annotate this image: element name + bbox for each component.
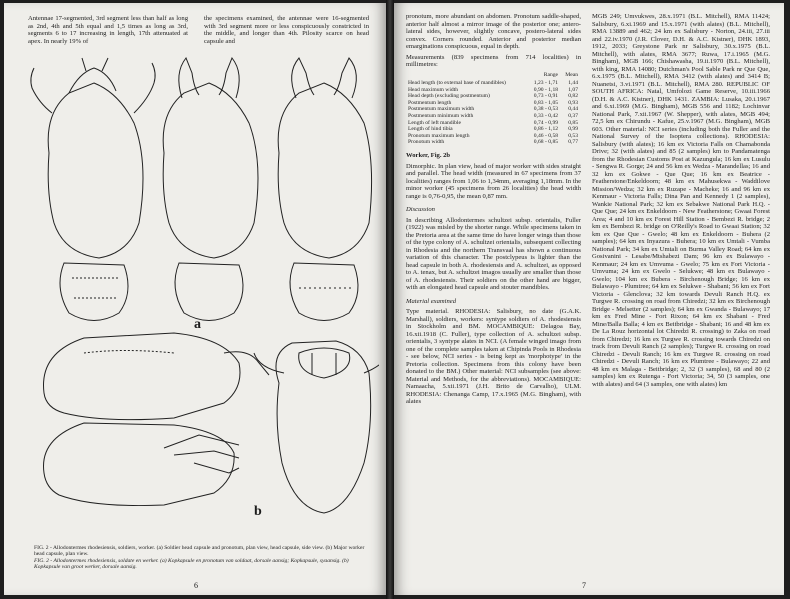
measurement-range: 0,68 - 0,85 <box>533 139 559 146</box>
worker-text: Dimorphic. In plan view, head of major worker with sides straight and parallel. The head width (measured in 67 specimens from 37 localities) ranges from 1,06 to 1,34mm, averaging 1,18mm. In the minor worker (45 specimens from 26 localities) the head width range is 0,76-0,95, the mean 0,87 mm. <box>406 162 581 200</box>
measurement-label: Head length (to external base of mandibles) <box>408 80 506 87</box>
fig-label-a: a <box>194 317 201 332</box>
soldier-head-plan-right <box>278 58 371 321</box>
worker-heading: Worker, Fig. 2b <box>406 152 451 160</box>
measurement-mean: 0,99 <box>568 126 578 133</box>
book-gutter <box>386 0 394 599</box>
measurement-mean: 0,53 <box>568 132 578 139</box>
measurement-label: Postmentum minimum width <box>408 113 474 120</box>
measurement-range: 0,46 - 0,58 <box>533 132 559 139</box>
mean-header: Mean <box>565 71 578 78</box>
left-col2-text: the specimens examined, the antennae were 16-segmented with 3rd segment more or less conspicuously constricted in the middle, and longer than 4th. Pilosity scarce on head capsule and <box>204 15 369 45</box>
measurement-range: 0,83 - 1,05 <box>533 99 559 106</box>
measurement-label: Length of hind tibia <box>408 126 453 133</box>
measurement-row <box>408 113 578 120</box>
soldier-head-plan-left <box>31 58 155 321</box>
soldier-head-side-view-lower <box>44 423 240 506</box>
measurement-row <box>408 106 578 113</box>
right-page <box>394 3 784 595</box>
major-worker-head-plan <box>254 341 379 513</box>
measurements-table <box>408 72 578 147</box>
measurements-title: Measurements (839 specimens from 714 localities) in millimetres: <box>406 53 581 68</box>
measurement-mean: 0,82 <box>568 93 578 100</box>
measurement-range: 0,74 - 0,99 <box>533 119 559 126</box>
measurement-label: Head depth (excluding postmentum) <box>408 93 490 100</box>
right-col1 <box>406 13 581 406</box>
discussion-heading: Discussion <box>406 206 435 214</box>
measurement-mean: 1,44 <box>568 80 578 87</box>
measurement-mean: 0,37 <box>568 113 578 120</box>
material-text: Type material. RHODESIA: Salisbury, no date (G.A.K. Marshall), soldiers, workers: syntype soldiers of A. rhodesiensis in Stockholm and BM. MOCAMBIQUE: Delagoa Bay, 16.xii.1918 (C. Fuller), type collection of A. schultzei subsp. orientalis, 3 syntype alates in NCI. (A female winged imago from one of the complete samples taken at Chipinda Pools in Rhodesia - see below, NCI series - is being kept as 'morphotype' in the Pretoria collection. Specimens from this colony have been donated to the BM.) Other material: NCI subsamples (see above: Material and Methods, for the abbreviations). MOCAMBIQUE: Namaacha, 5.xii.1971 (J.H. Brito de Carvalho), ULM. RHODESIA: Chenanga Camp, 17.x.1965 (M.G. Bingham), with alates <box>406 308 581 406</box>
measurement-label: Postmentum length <box>408 99 452 106</box>
measurement-range: 0,86 - 1,12 <box>533 126 559 133</box>
measurement-range: 0,90 - 1,18 <box>533 86 559 93</box>
measurement-mean: 0,85 <box>568 119 578 126</box>
range-header: Range <box>543 71 559 78</box>
measurement-label: Length of left mandible <box>408 119 461 126</box>
soldier-head-side-view <box>44 333 270 420</box>
measurement-mean: 0,77 <box>568 139 578 146</box>
measurement-range: 0,33 - 0,42 <box>533 113 559 120</box>
measurement-row <box>408 139 578 146</box>
figure-caption <box>34 545 374 571</box>
left-col1-text: Antennae 17-segmented, 3rd segment less than half as long as 2nd, 4th and 5th equal and 1,5 times as long as 3rd, segments 6 to 17 increasing in length, 17th attenuated at apex. In nearly 19% of <box>28 15 188 45</box>
pronotum-description: pronotum, more abundant on abdomen. Pronotum saddle-shaped, anterior half almost a mirror image of the posterior one; antero-lateral sides, however, slightly concave, postero-lateral sides convex. Corners rounded. Anterior and posterior median emarginations conspicuous, equal in depth. <box>406 13 581 50</box>
termite-illustrations <box>24 53 379 523</box>
measurement-row <box>408 126 578 133</box>
right-page-number: 7 <box>582 581 586 590</box>
measurement-range: 0,38 - 0,53 <box>533 106 559 113</box>
measurement-range: 0,73 - 0,91 <box>533 93 559 100</box>
caption-english: FIG. 2 - Allodontermes rhodesiensis, soldiers, worker. (a) Soldier head capsule and pronotum, plan view, head capsule, side view. (b) Major worker head capsule, plan view. <box>34 545 365 558</box>
material-heading: Material examined <box>406 297 456 305</box>
measurement-row <box>408 80 578 87</box>
measurement-mean: 1,07 <box>568 86 578 93</box>
soldier-head-plan-middle <box>163 58 258 321</box>
measurement-mean: 0,44 <box>568 106 578 113</box>
measurement-row <box>408 93 578 100</box>
right-col2-text: MGB 249; Umvukwes, 28.x.1971 (B.L. Mitchell), RMA 11424; Salisbury, 6.xi.1969 and 15.x.1971 (with alates) (B.L. Mitchell), RMA 13889 and 462; 24 km ex Salisbury - Norton, 24.iii, 27.iii and 22.iv.1970 (J.R. Clover, D.H. & A.C. Kistner), DHK 1893, 1912, 2033; Greystone Park nr Salisbury, 30.x.1975 (B.L. Mitchell), with alates, RMA 3677; Ruwa, 17.i.1965 (M.G. Bingham), MGB 166; Chishawasha, 19.ii.1970 (B.L. Mitchell), with king, RMA 14080; Dutchman's Pool Sable Park nr Que Que, 6.x.1975 (B.L. Mitchell), RMA 3412 (with alates) and 3414 B; Nuanetsi, 3.vi.1971 (B.L. Mitchell), RMA 280. REPUBLIC OF SOUTH AFRICA: Natal, Umfolozi Game Reserve, 10.iii.1966 (D.H. & A.C. Kistner), DHK 1431. ZAMBIA: Lusaka, 20.i.1967 and 6.xi.1969 (M.G. Bingham), MGB 556 and 1182; Lochinvar National Park, 7.xii.1967 (W. Shepper), with alates, MGB 494; 72,5 km ex Chirundu - Kafue, 25.v.1967 (M.G. Bingham), MGB 603. Other material: NCI series (including both the Fuller and the National Survey of the Isoptera collections). RHODESIA: Salisbury (with alates); 16 km ex Victoria Falls on Chamabonda Drive; 32 (with alates) and 85 (2 samples) km to Pandamatenga from the Rhodesian Customs Post at Kazungula; 16 km ex Lusulu - Sengwa R. Gorge; 24 and 56 km ex Wedza - Marandellas; 16 and 32 km ex Gokwe - Que Que; 16 km ex Beatrice - Featherstone/Enkeldoorn; 48 km ex Mahusekwa - Waddilove Mission/Wedza; 32 km ex Ruzape - Macheke; 16 and 96 km ex Kenmaur - Victoria Falls; Dina Pan and Kennedy 1 (2 samples), Wankie National Park; 32 km ex Sebakwe National Park H.Q. - Que Que; 24 km ex Enkeldoorn - New Featherstone; Gwaai Forest Area; 4 and 10 km ex Forest Hill Station - Bembezi R. bridge; 2 km ex Bembezi R. bridge on O'Reilly's Road to Gwaai Station; 32 km ex Que Que - Gwelo; 48 km ex Enkeldoorn - Buhera (2 samples); 64 km ex Inyazura - Buhera; 10 km ex Umtali - Vumba National Park; 34 km ex Umtali on Burma Valley Road; 64 km ex Gosivanini - Lesabe/Mtshabezi Dam; 96 km ex Bulawayo - Kenmaur; 24 km ex Umvuma - Gwelo; 75 km ex Fort Victoria - Umvuma; 24 km ex Gwelo - Selukwe; 48 km ex Bulawayo - Gwelo; 104 km ex Bubera - Birchenough Bridge; 16 km ex Bulawayo - Plumtree; 64 km ex Selukwe - Shabani; 56 km ex Fort Victoria - Glenclova; 32 km towards Devuli Ranch H.Q. ex Turgwe R. crossing on road from Chiredzi; 32 km ex Birchenough Bridge - Melsetter (2 samples); 64 km ex Gwanda - Bulawayo; 17 km ex Fred Mine - Fort Rixon; 64 km ex Shabani - Fred Mine/Balla Balla; 4 km ex Beitbridge - Shabani; 16 and 48 km ex De La Rouz horizontal lot Chiredzi R. crossing) to Zaka on road from Chiredzi; 16 km ex Turgwe R. crossing towards Chiredzi on track from Devuli Ranch (2 samples); Turgwe R. crossing on road Chiredzi - Devuli Ranch; 16 km ex Turgwe R. crossing on road Chiredzi - Devuli Ranch; 16 km ex Plumtree - Bulawayo; 22 and 48 km ex Malaga - Beitbridge; 2, 32 (3 samples), 68 and 80 (2 samples) km ex Rutenga - Fort Victoria; 34, 50 (3 samples, one with alates) and 64 (3 samples, one with alates) km <box>592 13 770 388</box>
measurement-row <box>408 133 578 140</box>
measurement-row <box>408 100 578 107</box>
caption-afrikaans: FIG. 2 - Allodontermes rhodesiensis, soldate en werker. (a) Kopkapsule en pronotum van soldaat, dorsale aansig; Kopkapsule, syaansig. (b) Kopkapsule van groot werker, dorsale aansig. <box>34 557 349 571</box>
discussion-text: In describing Allodontermes schultzei subsp. orientalis, Fuller (1922) was misled by the shorter range. While specimens taken in the Pretoria area at the same time do have longer wings than those of the type colony of A. schultzei orientalis, subsequent collecting in Rhodesia and the northern Transvaal has shown a continuous variation of this character. The postclypeus is lighter than the head capsule in both A. rhodesiensis and A. schultzei, as opposed to A. tenax, but A. schultzei imagos usually are smaller than those of A. rhodesiensis. Their soldiers on the other hand are bigger, with an elongated head capsule and stouter mandibles. <box>406 216 581 292</box>
measurement-mean: 0,93 <box>568 99 578 106</box>
figure-2 <box>24 53 379 523</box>
measurement-label: Head maximum width <box>408 86 459 93</box>
left-page-number: 6 <box>194 581 198 590</box>
fig-label-b: b <box>254 504 262 519</box>
left-page <box>4 3 386 595</box>
measurement-label: Postmentum maximum width <box>408 106 475 113</box>
measurement-label: Pronotum width <box>408 139 445 146</box>
measurement-range: 1,23 - 1,71 <box>533 80 559 87</box>
measurement-label: Pronotum maximum length <box>408 132 470 139</box>
